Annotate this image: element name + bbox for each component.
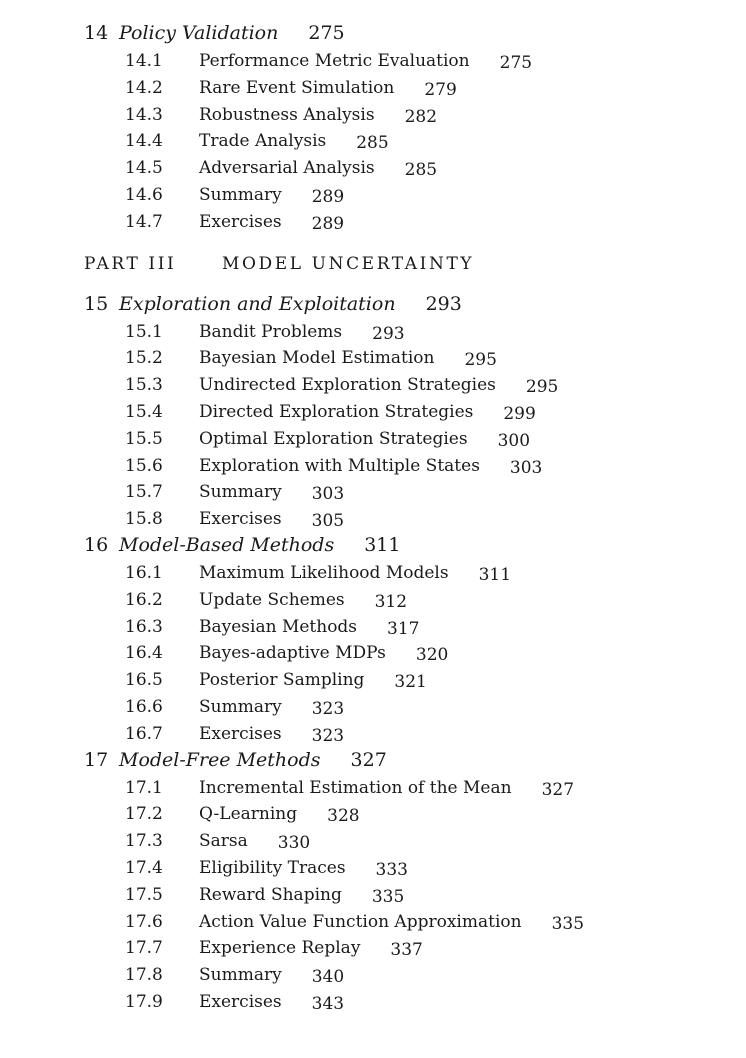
section-number: 14.6 [125,184,163,205]
section-number: 15.4 [125,401,163,422]
section-entry-15-1[interactable] [125,319,746,346]
section-title: Experience Replay [199,938,361,959]
section-page-number: 333 [375,859,408,880]
section-page-number: 340 [311,967,345,988]
section-title: Maximum Likelihood Models [199,562,449,583]
chapter-number: 15 [84,292,109,315]
chapter-title: Exploration and Exploitation [119,292,396,315]
section-title: Exercises [199,991,282,1012]
chapter-number: 17 [84,748,109,771]
section-title: Summary [199,482,282,503]
section-page-number: 285 [404,160,438,181]
section-number: 15.6 [125,455,163,476]
section-number: 15.5 [125,428,163,449]
section-title: Performance Metric Evaluation [199,51,470,71]
section-number: 16.7 [125,723,163,744]
section-page-number: 303 [509,457,543,478]
section-number: 15.3 [125,375,163,396]
section-number: 17.3 [125,831,163,852]
chapter-title: Model-Free Methods [119,748,321,771]
section-title: Bayesian Model Estimation [199,348,435,369]
chapter-entry-17[interactable] [84,746,746,775]
section-title: Summary [199,696,282,717]
section-number: 17.5 [125,884,163,905]
chapter-page-number: 275 [308,22,345,44]
section-number: 14.4 [125,131,163,152]
chapter-title: Policy Validation [119,22,279,44]
section-entry-15-2[interactable] [125,345,746,372]
section-page-number: 323 [311,698,345,719]
section-number: 16.3 [125,616,163,637]
section-page-number: 321 [394,672,427,693]
section-number: 16.5 [125,670,163,691]
section-number: 15.7 [125,482,163,503]
section-page-number: 275 [499,53,533,73]
section-page-number: 312 [374,591,408,612]
section-page-number: 335 [371,886,405,907]
section-number: 14.3 [125,104,163,125]
section-page-number: 320 [415,645,449,666]
section-page-number: 327 [541,779,575,800]
section-page-number: 323 [311,725,345,746]
chapter-entry-16[interactable] [84,531,746,560]
section-entry-14-1[interactable] [125,48,746,75]
section-entry-17-9[interactable] [125,989,746,1016]
section-entry-17-5[interactable] [125,882,746,909]
section-title: Eligibility Traces [199,857,346,878]
section-page-number: 328 [327,806,360,827]
section-entry-14-3[interactable] [125,102,746,129]
chapter-page-number: 327 [350,748,387,771]
section-page-number: 305 [311,511,345,532]
section-title: Sarsa [199,831,248,852]
section-title: Posterior Sampling [199,670,365,691]
section-entry-14-5[interactable] [125,155,746,182]
chapter-number: 16 [84,533,109,556]
section-page-number: 337 [390,940,423,961]
section-entry-15-5[interactable] [125,426,746,453]
section-page-number: 293 [372,323,405,344]
part-heading [84,244,746,284]
section-entry-17-7[interactable] [125,935,746,962]
section-number: 14.1 [125,51,163,71]
section-entry-14-2[interactable] [125,75,746,102]
section-number: 15.8 [125,509,163,530]
section-entry-16-6[interactable] [125,694,746,721]
section-number: 14.7 [125,211,163,232]
section-title: Exercises [199,723,282,744]
section-entry-16-5[interactable] [125,667,746,694]
section-title: Robustness Analysis [199,104,375,125]
section-page-number: 335 [551,913,585,934]
section-number: 15.1 [125,321,163,342]
section-entry-15-6[interactable] [125,453,746,480]
section-number: 16.6 [125,696,163,717]
section-title: Bayes-adaptive MDPs [199,643,386,664]
section-page-number: 295 [464,350,497,371]
section-entry-14-4[interactable] [125,128,746,155]
section-title: Bayesian Methods [199,616,358,637]
section-number: 17.7 [125,938,163,959]
section-page-number: 317 [387,618,420,639]
section-entry-17-1[interactable] [125,775,746,802]
section-title: Exploration with Multiple States [199,455,480,476]
section-number: 17.2 [125,804,163,825]
chapter-title: Model-Based Methods [119,533,335,556]
section-title: Bandit Problems [199,321,343,342]
section-number: 16.4 [125,643,163,664]
chapter-entry-15[interactable] [84,290,746,319]
section-number: 17.9 [125,991,163,1012]
section-entry-15-3[interactable] [125,372,746,399]
section-page-number: 295 [525,377,559,398]
section-entry-17-2[interactable] [125,801,746,828]
section-page-number: 279 [424,79,457,100]
section-page-number: 311 [478,564,512,585]
section-entry-17-3[interactable] [125,828,746,855]
section-entry-17-4[interactable] [125,855,746,882]
section-entry-17-8[interactable] [125,962,746,989]
section-entry-14-7[interactable] [125,209,746,236]
chapter-page-number: 311 [364,533,401,556]
section-number: 14.5 [125,158,163,179]
section-title: Undirected Exploration Strategies [199,375,496,396]
chapter-page-number: 293 [425,292,462,315]
section-page-number: 330 [277,833,311,854]
section-title: Summary [199,965,282,986]
chapter-number: 14 [84,22,109,44]
chapter-entry-14[interactable] [84,19,746,48]
section-number: 17.4 [125,857,163,878]
section-number: 14.2 [125,77,163,98]
section-entry-16-4[interactable] [125,640,746,667]
section-title: Q-Learning [199,804,298,825]
section-number: 15.2 [125,348,163,369]
section-page-number: 343 [311,993,345,1014]
section-page-number: 300 [497,430,531,451]
section-number: 17.6 [125,911,163,932]
section-title: Incremental Estimation of the Mean [199,777,512,798]
section-page-number: 289 [311,213,345,234]
section-entry-16-1[interactable] [125,560,746,587]
section-title: Exercises [199,211,282,232]
section-page-number: 299 [503,403,536,424]
section-entry-16-3[interactable] [125,614,746,641]
section-number: 17.8 [125,965,163,986]
section-number: 16.2 [125,589,163,610]
section-title: Rare Event Simulation [199,77,395,98]
section-number: 17.1 [125,777,163,798]
section-entry-17-6[interactable] [125,909,746,936]
section-title: Adversarial Analysis [199,158,375,179]
section-entry-15-8[interactable] [125,506,746,533]
section-page-number: 289 [311,186,345,207]
section-entry-14-6[interactable] [125,182,746,209]
section-entry-16-7[interactable] [125,721,746,748]
section-title: Summary [199,184,282,205]
section-title: Directed Exploration Strategies [199,401,474,422]
section-title: Reward Shaping [199,884,342,905]
section-entry-15-4[interactable] [125,399,746,426]
section-title: Exercises [199,509,282,530]
section-title: Optimal Exploration Strategies [199,428,468,449]
section-page-number: 285 [356,133,389,154]
section-entry-16-2[interactable] [125,587,746,614]
section-page-number: 303 [311,484,345,505]
section-title: Action Value Function Approximation [199,911,522,932]
section-title: Trade Analysis [199,131,327,152]
section-title: Update Schemes [199,589,345,610]
section-number: 16.1 [125,562,163,583]
section-page-number: 282 [404,106,438,127]
section-entry-15-7[interactable] [125,479,746,506]
part-title: MODEL UNCERTAINTY [222,253,475,274]
part-label: PART III [84,253,177,274]
